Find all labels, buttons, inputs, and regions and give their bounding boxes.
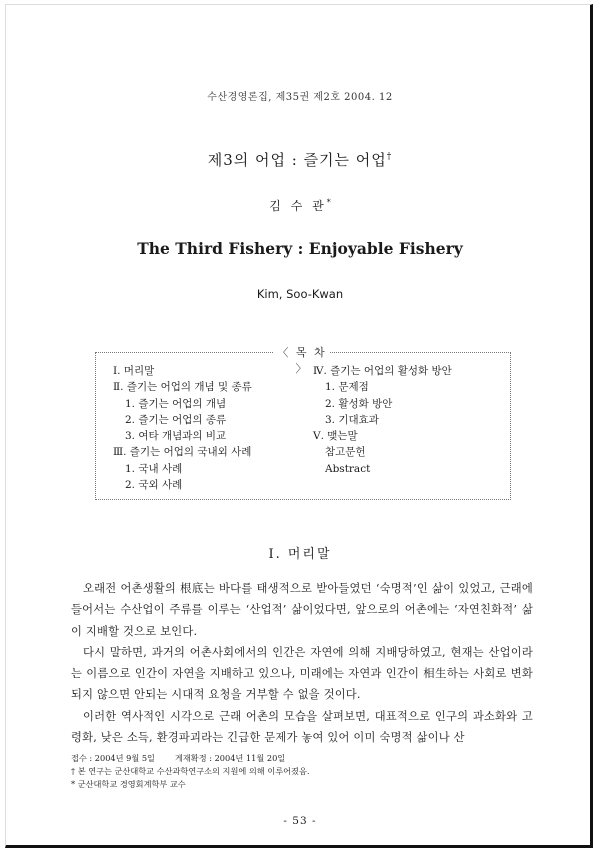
running-head: 수산경영론집, 제35권 제2호 2004. 12 [207,92,393,103]
toc-item: Ⅰ. 머리말 [113,365,155,377]
title-english: The Third Fishery : Enjoyable Fishery [137,239,463,258]
toc-subitem: 참고문헌 [325,446,366,459]
footnotes [71,752,541,790]
toc-subitem: 3. 여타 개념과의 비교 [125,430,227,443]
toc-item: Ⅴ. 맺는말 [313,430,358,443]
author-english: Kim, Soo-Kwan [256,287,344,301]
author-korean [0,197,600,214]
toc-subitem: 3. 기대효과 [325,413,379,426]
author-korean-text: 김 수 관 [269,199,327,213]
paragraph: 오래전 어촌생활의 根底는 바다를 태생적으로 받아들였던 ‘숙명적’인 삶이 있었고, 근래에 들어서는 수산업이 주류를 이루는 ‘산업적’ 삶이었다면, 앞으로의 어촌에는 ‘자연친화적’ 삶이 지배할 것으로 보인다. [71,582,533,638]
author-footnote-mark: * [326,198,331,207]
title-korean [0,149,600,170]
page-number: - 53 - [283,815,317,827]
toc-right-column [313,363,452,477]
footnote-funding: † 본 연구는 군산대학교 수산과학연구소의 지원에 의해 이루어졌음. [71,765,310,776]
title-footnote-mark: † [386,152,393,162]
toc-item: Ⅱ. 즐기는 어업의 개념 및 종류 [113,381,252,394]
received-date: 접수 : 2004년 9월 5일 [71,753,155,763]
toc-left-column [113,363,252,493]
toc-subitem: 2. 국외 사례 [125,479,183,492]
footnote-dates [71,752,541,765]
paragraph: 다시 말하면, 과거의 어촌사회에서의 인간은 자연에 의해 지배당하였고, 현재는 산업이라는 이름으로 인간이 자연을 지배하고 있으나, 미래에는 자연과 인간이 相生하는 사회로 변화되지 않으면 안되는 시대적 요청을 거부할 수 없을 것이다. [71,645,533,702]
accepted-date: 게재확정 : 2004년 11월 20일 [174,753,286,763]
footnote-affiliation: * 군산대학교 경영회계학부 교수 [71,778,186,789]
section-heading: Ⅰ. 머리말 [268,547,332,562]
toc-item: Ⅳ. 즐기는 어업의 활성화 방안 [313,365,452,377]
toc-subitem: 1. 문제점 [325,381,369,394]
toc-item: Ⅲ. 즐기는 어업의 국내외 사례 [113,446,252,459]
toc-subitem: 1. 국내 사례 [125,462,183,475]
toc-subitem: 2. 활성화 방안 [325,397,393,410]
title-korean-text: 제3의 어업 : 즐기는 어업 [207,151,387,169]
paragraph: 이러한 역사적인 시각으로 근래 어촌의 모습을 살펴보면, 대표적으로 인구의 과소화와 고령화, 낮은 소득, 환경파괴라는 긴급한 문제가 놓여 있어 이미 숙명적 삶이나 산 [71,709,533,745]
toc-subitem: 2. 즐기는 어업의 종류 [125,413,227,426]
toc-subitem: Abstract [325,462,371,475]
toc-title: 〈 목 차 〉 [274,344,330,376]
body-text [71,578,533,748]
toc-subitem: 1. 즐기는 어업의 개념 [125,397,227,410]
